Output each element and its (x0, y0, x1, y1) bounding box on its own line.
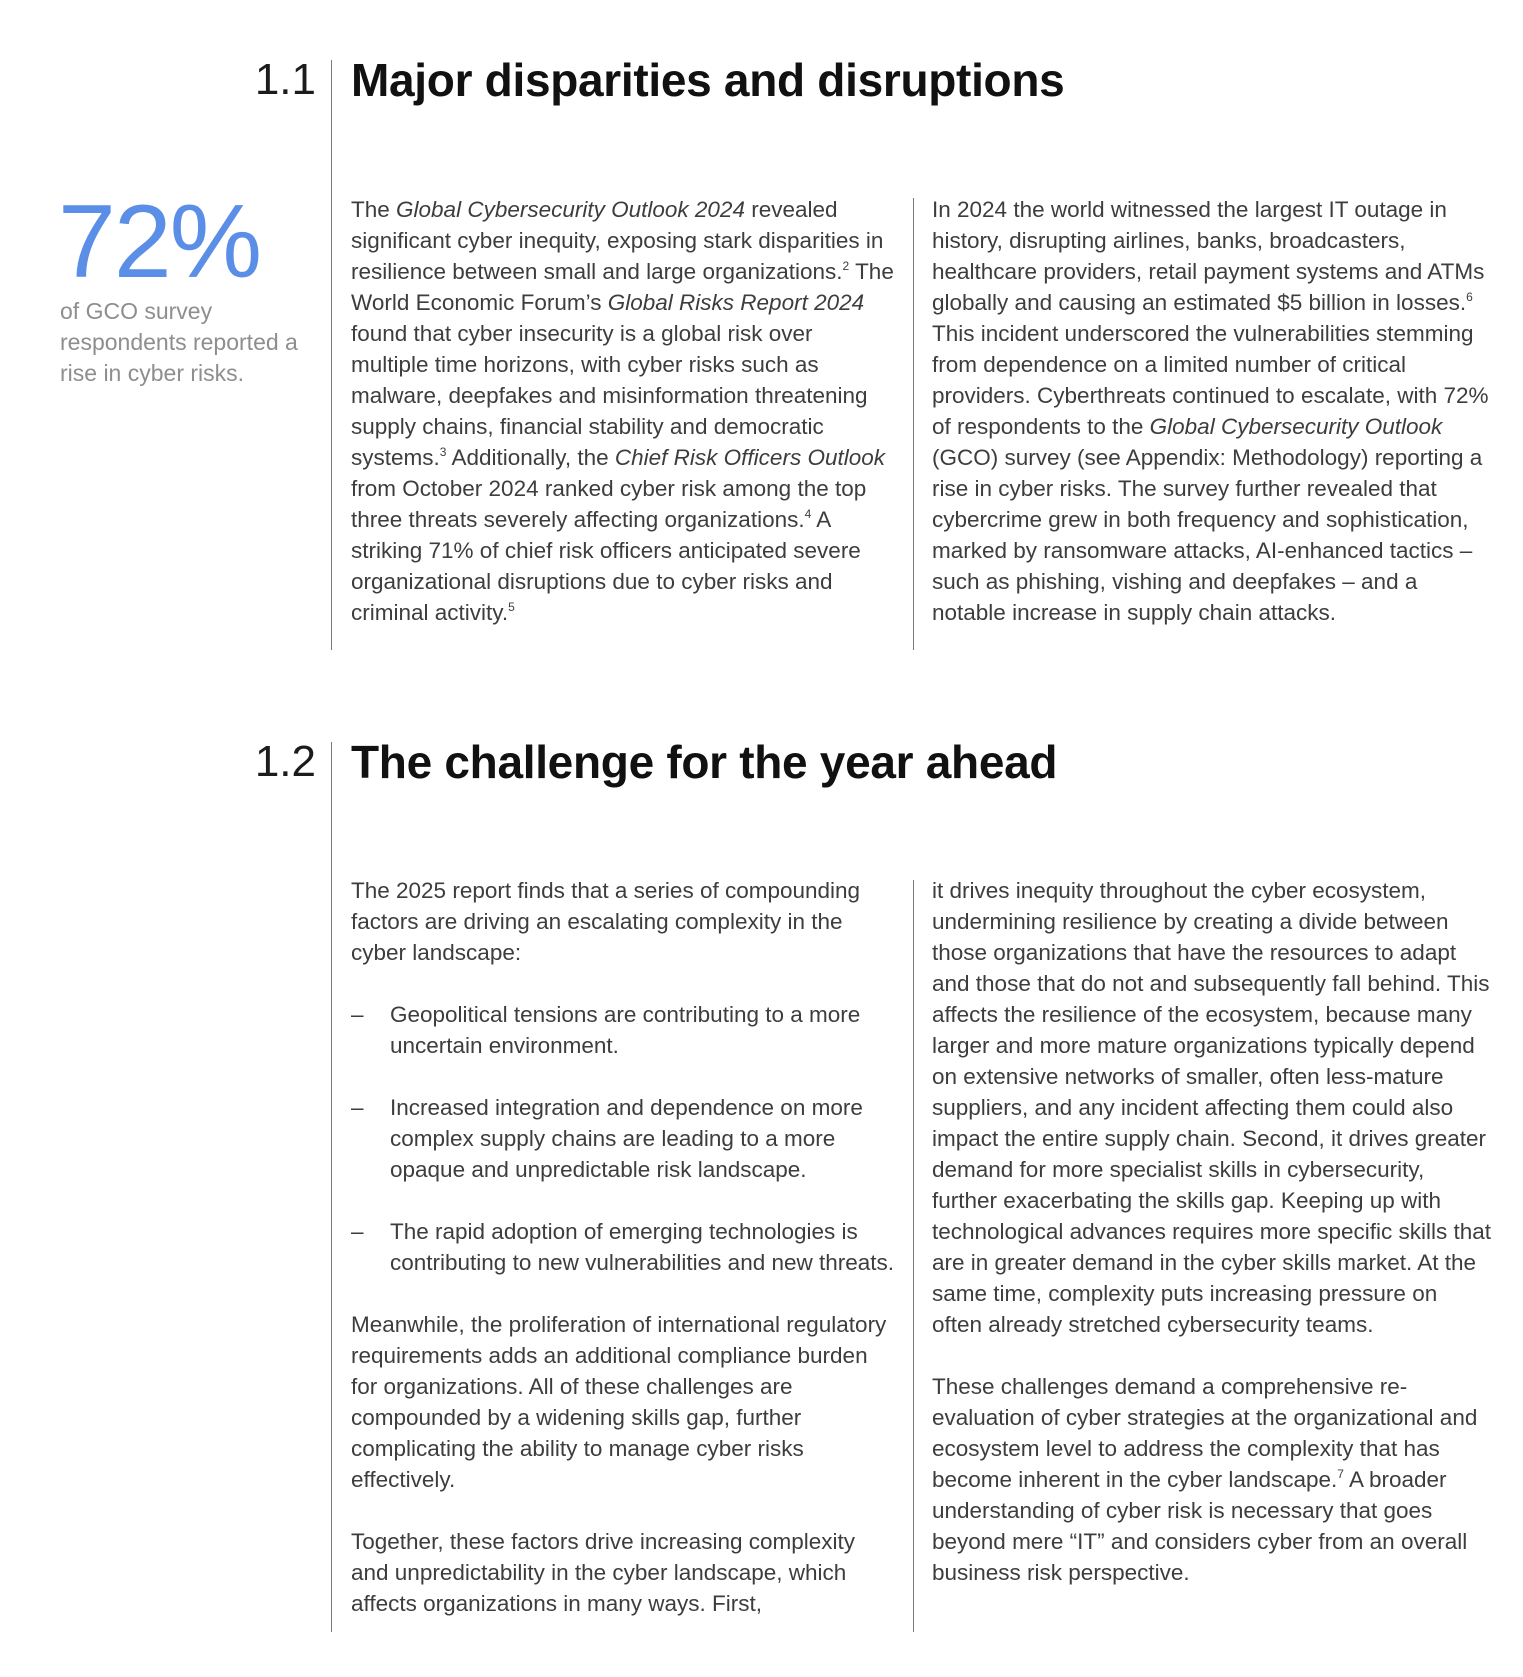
section-number: 1.1 (254, 55, 316, 104)
footnote-ref[interactable]: 2 (842, 259, 850, 273)
section-number: 1.2 (254, 737, 316, 786)
section-title: The challenge for the year ahead (351, 736, 1058, 788)
paragraph: it drives inequity throughout the cyber ecosystem, undermining resilience by creating a divide between those organizations that have the resources to adapt and those that do not and subsequently fall behind. This affects the resilience of the ecosystem, because many larger and more mature organizations typically depend on extensive networks of smaller, often less-mature suppliers, and any incident affecting them could also impact the entire supply chain. Second, it drives greater demand for more specialist skills in cybersecurity, further exacerbating the skills gap. Keeping up with technological advances requires more specific skills that are in greater demand in the cyber skills market. At the same time, complexity puts increasing pressure on often already stretched cybersecurity teams. (932, 878, 1492, 1337)
footnote-ref[interactable]: 7 (1337, 1467, 1344, 1481)
paragraph: The 2025 report finds that a series of compounding factors are driving an escalating complexity in the cyber landscape: (351, 878, 861, 965)
paragraph: In 2024 the world witnessed the largest IT outage in history, disrupting airlines, banks, broadcasters, healthcare providers, retail payment systems and ATMs globally and causing an estimated $5 billion in losses.$^6$ This incident underscored the vulnerabilities stemming from dependence on a limited number of critical providers. Cyberthreats continued to escalate, with 72% of respondents to the Global Cybersecurity Outlook (GCO) survey (see Appendix: Methodology) reporting a rise in cyber risks. The survey further revealed that cybercrime grew in both frequency and sophistication, marked by ransomware attacks, AI-enhanced tactics – such as phishing, vishing and deepfakes – and a notable increase in supply chain attacks. (932, 197, 1489, 625)
paragraph: The Global Cybersecurity Outlook 2024 revealed significant cyber inequity, exposing stark disparities in resilience between small and large organizations.$^2$ The World Economic Forum’s Global Risks Report 2024 found that cyber insecurity is a global risk over multiple time horizons, with cyber risks such as malware, deepfakes and misinformation threatening supply chains, financial stability and democratic systems.$^3$ Additionally, the Chief Risk Officers Outlook from October 2024 ranked cyber risk among the top three threats severely affecting organizations.$^4$ A striking 71% of chief risk officers anticipated severe organizational disruptions due to cyber risks and criminal activity.$^5$ (351, 197, 894, 625)
list-item: – The rapid adoption of emerging technologies is contributing to new vulnerabilities and new threats. (351, 1216, 896, 1278)
column-divider (913, 880, 914, 1632)
section-2-right-column (932, 875, 1492, 1588)
section-1-right-column (932, 194, 1492, 628)
section-divider (331, 742, 332, 1632)
section-2-left-column (351, 875, 896, 1619)
footnote-ref[interactable]: 3 (439, 445, 447, 459)
stat-caption: of GCO survey respondents reported a rise in cyber risks. (60, 298, 298, 386)
list-item: – Increased integration and dependence on more complex supply chains are leading to a more opaque and unpredictable risk landscape. (351, 1092, 896, 1185)
section-1-left-column (351, 194, 896, 628)
stat-value: 72% (58, 184, 261, 300)
footnote-ref[interactable]: 6 (1466, 290, 1473, 304)
section-divider (331, 60, 332, 650)
paragraph: Meanwhile, the proliferation of international regulatory requirements adds an additional compliance burden for organizations. All of these challenges are compounded by a widening skills gap, further complicating the ability to manage cyber risks effectively. (351, 1312, 887, 1492)
column-divider (913, 198, 914, 650)
section-title: Major disparities and disruptions (351, 54, 1065, 106)
paragraph: These challenges demand a comprehensive re-evaluation of cyber strategies at the organizational and ecosystem level to address the complexity that has become inherent in the cyber landscape.$^7$ A broader understanding of cyber risk is necessary that goes beyond mere “IT” and considers cyber from an overall business risk perspective. (932, 1374, 1478, 1585)
bullet-list (351, 999, 896, 1278)
footnote-ref[interactable]: 4 (804, 507, 812, 521)
list-item: – Geopolitical tensions are contributing to a more uncertain environment. (351, 999, 896, 1061)
paragraph: Together, these factors drive increasing complexity and unpredictability in the cyber landscape, which affects organizations in many ways. First, (351, 1529, 855, 1616)
footnote-ref[interactable]: 5 (508, 600, 515, 614)
